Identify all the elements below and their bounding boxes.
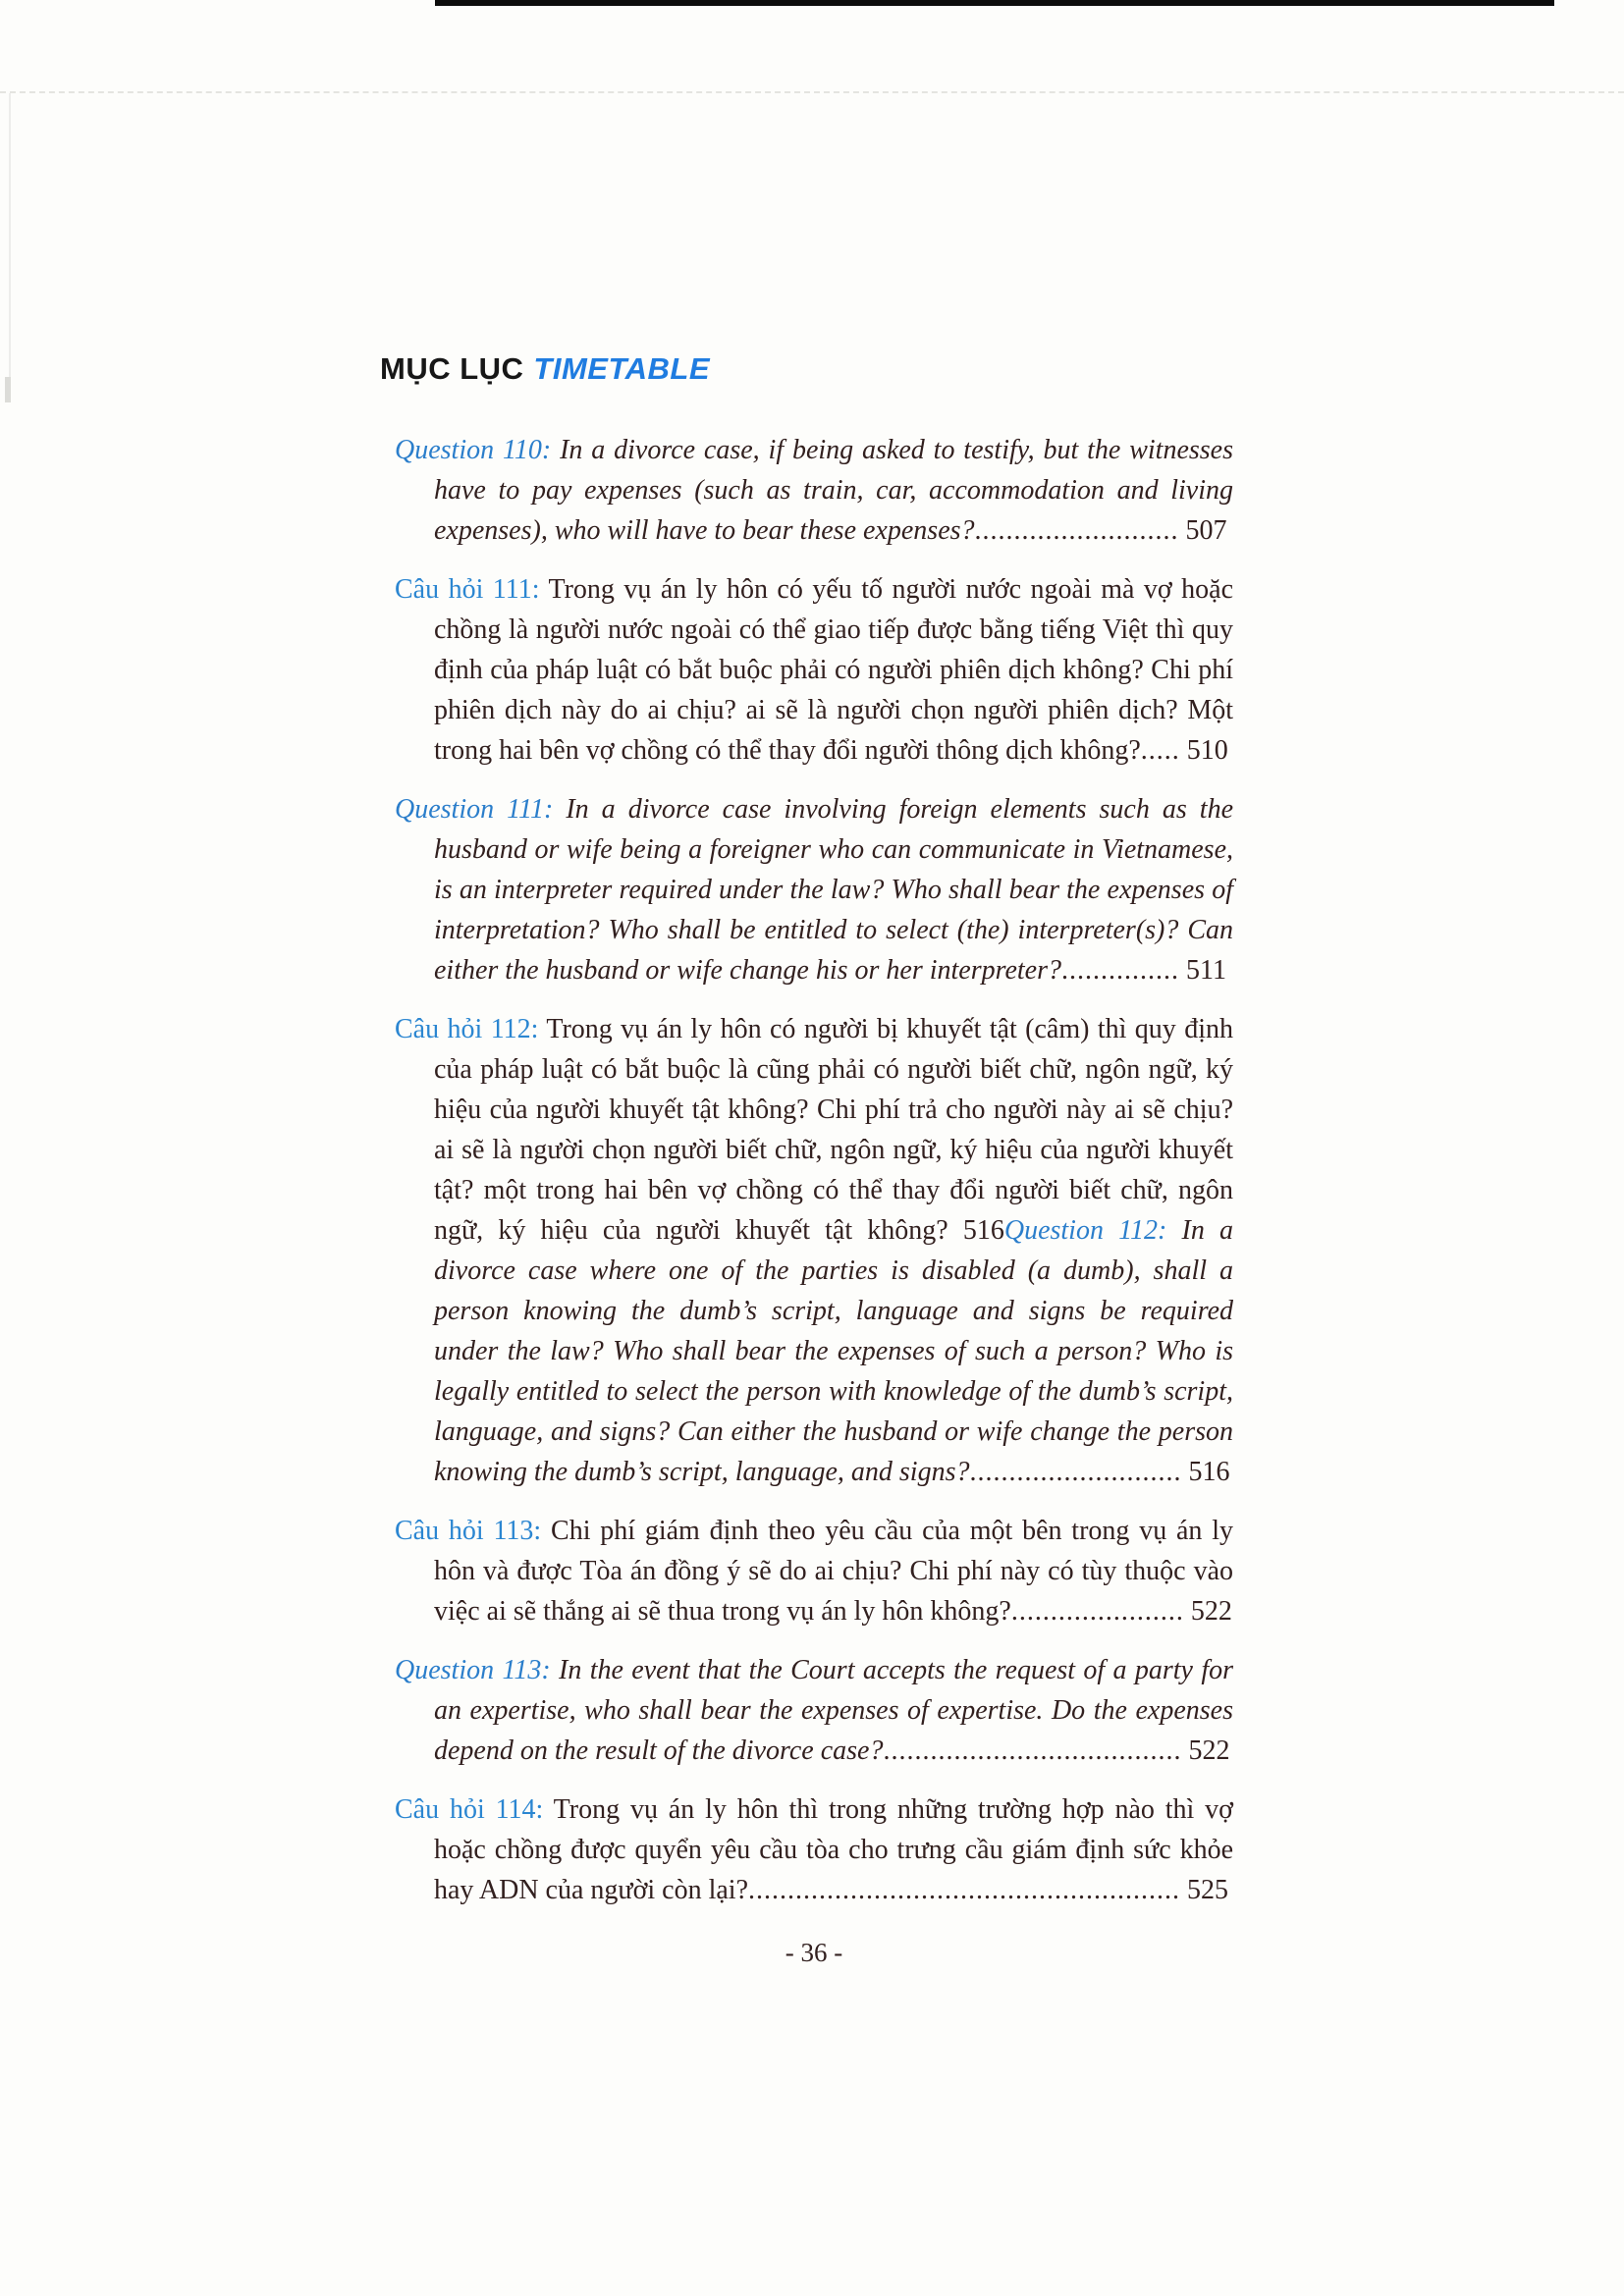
dot-leader [883,1735,1229,1766]
scan-artifact-top-line [435,0,1554,6]
scan-artifact-left-line [9,93,11,398]
leader-dots: .......................... [974,515,1179,546]
toc-content [380,351,1234,1968]
dot-leader [748,1875,1228,1905]
page-number: - 36 - [785,1938,843,1967]
entry-text: In a divorce case, if being asked to testify, but the witnesses have to pay expenses (such as train, car, accommodation and living expenses), who will have to bear these expenses? [434,435,1233,546]
leader-dots: ...................................... [883,1735,1182,1766]
entry-text: Chi phí giám định theo yêu cầu của một bên trong vụ án ly hôn và được Tòa án đồng ý sẽ do ai chịu? Chi phí này có tùy thuộc vào việc ai sẽ thắng ai sẽ thua trong vụ án ly hôn không? [434,1516,1233,1627]
page-ref: 516 [1181,1457,1230,1487]
entry-label: Câu hỏi 112: [395,1014,547,1044]
toc-entry [395,1511,1233,1631]
entry-label: Câu hỏi 111: [395,574,549,605]
toc-entry [395,1650,1233,1771]
entry-label: Câu hỏi 114: [395,1794,554,1825]
page-ref: 511 [1179,955,1226,986]
page-ref: 510 [1179,735,1228,766]
leader-dots: ............... [1061,955,1179,986]
leader-dots: ...................... [1010,1596,1184,1627]
entry-label: Câu hỏi 113: [395,1516,552,1546]
leader-dots: ....................................................... [748,1875,1181,1905]
toc-entries [395,430,1233,1910]
toc-entry [395,789,1233,990]
toc-title-english: TIMETABLE [533,351,710,386]
leader-dots: ..... [1140,735,1180,766]
toc-entry [395,569,1233,771]
entry-label: Question 111: [395,794,567,825]
dot-leader [1061,955,1226,986]
page-ref: 522 [1181,1735,1230,1766]
toc-title-vietnamese: MỤC LỤC [380,351,524,386]
entry-label: Question 110: [395,435,561,465]
entry-text: Trong vụ án ly hôn thì trong những trường hợp nào thì vợ hoặc chồng được quyển yêu cầu tòa cho trưng cầu giám định sức khỏe hay ADN của người còn lại? [434,1794,1233,1905]
entry-label: Question 113: [395,1655,560,1685]
page-ref: 522 [1183,1596,1232,1627]
toc-entry [395,1009,1233,1492]
dot-leader [1141,735,1228,766]
entry-text: Trong vụ án ly hôn có người bị khuyết tật (câm) thì quy định của pháp luật có bắt buộc là cũng phải có người biết chữ, ngôn ngữ, ký hiệu của người khuyết tật không? Chi phí trả cho người này ai sẽ chịu? ai sẽ là người chọn người biết chữ, ngôn ngữ, ký hiệu của người khuyết tật? một trong hai bên vợ chồng có thể thay đổi người biết chữ, ngôn ngữ, ký hiệu của người khuyết tật không? [434,1014,1233,1246]
entry-text: Trong vụ án ly hôn có yếu tố người nước ngoài mà vợ hoặc chồng là người nước ngoài có thể giao tiếp được bằng tiếng Việt thì quy định của pháp luật có bắt buộc phải có người phiên dịch không? Chi phí phiên dịch này do ai chịu? ai sẽ là người chọn người phiên dịch? Một trong hai bên vợ chồng có thể thay đổi người thông dịch không? [434,574,1233,766]
page-footer [395,1938,1233,1968]
page-ref: 507 [1178,515,1227,546]
toc-entry [395,430,1233,551]
entry-text: In a divorce case involving foreign elements such as the husband or wife being a foreigner who can communicate in Vietnamese, is an interpreter required under the law? Who shall bear the expenses of interpretation? Who shall be entitled to select (the) interpreter(s)? Can either the husband or wife change his or her interpreter? [434,794,1233,986]
entry-text: In a divorce case where one of the parties is disabled (a dumb), shall a person knowing the dumb’s script, language and signs be required under the law? Who shall bear the expenses of such a person? Who is legally entitled to select the person with knowledge of the dumb’s script, language, and signs? Can either the husband or wife change the person knowing the dumb’s script, language, and signs? [434,1215,1234,1487]
dot-leader [1011,1596,1232,1627]
page-ref: 525 [1180,1875,1229,1905]
scan-artifact-left-blip [5,377,11,402]
dot-leader [975,515,1227,546]
dot-leader [969,1457,1229,1487]
toc-entry [395,1789,1233,1910]
page-header [380,351,1233,387]
scan-artifact-dashed-line [0,91,1624,93]
entry-text: In the event that the Court accepts the request of a party for an expertise, who shall bear the expenses of expertise. Do the expenses depend on the result of the divorce case? [434,1655,1233,1766]
entry-text: 516 [962,1215,1004,1246]
entry-label: Question 112: [1003,1215,1182,1246]
leader-dots: ........................... [969,1457,1182,1487]
